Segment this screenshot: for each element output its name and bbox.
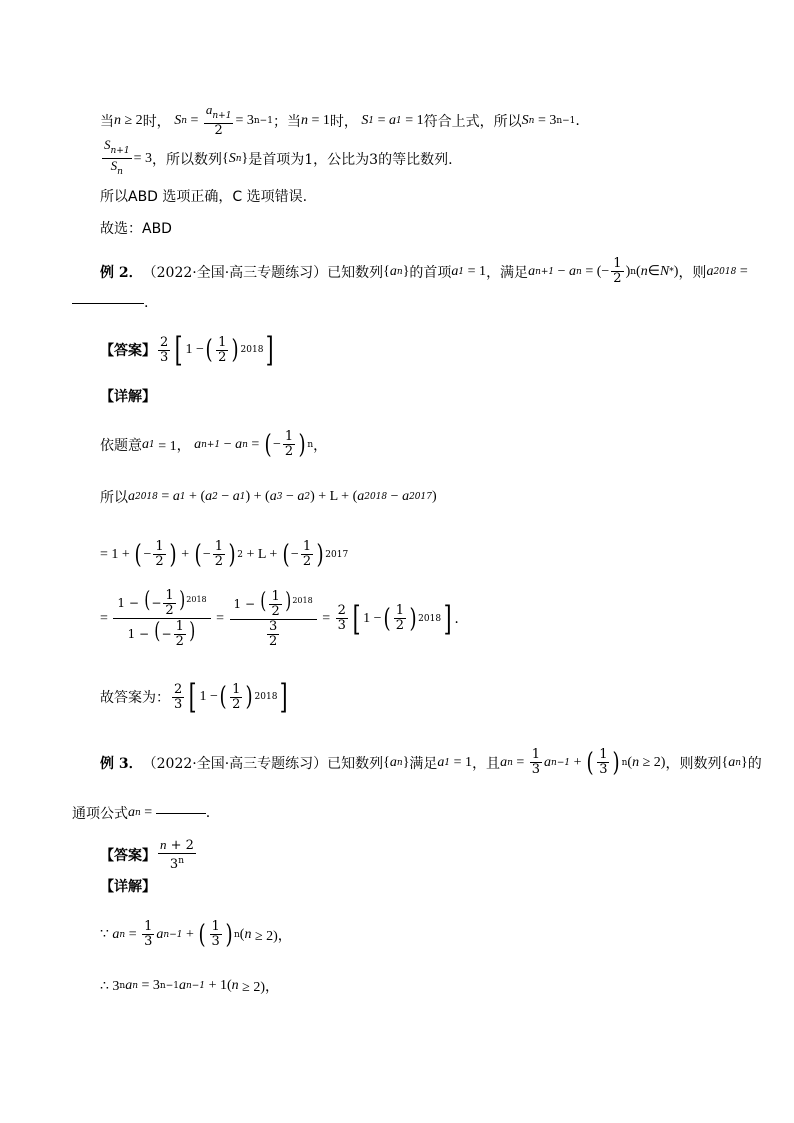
solution-line-1: 当 n ≥ 2 时， S n = $\frac{a_{n+1}}{2}$ = 3 n−1 ；当 n = 1 时， S 1 = a 1 = 1 符合上式，所以 S n = 3 n−1 . bbox=[100, 102, 580, 138]
example-3-detail-2: ∴ 3 n a n = 3 n−1 a n−1 + 1( n ≥ 2)， bbox=[100, 978, 279, 995]
example-2-blank: . bbox=[72, 295, 148, 311]
solution-line-4: 故选：ABD bbox=[100, 221, 172, 237]
example-2-detail-3: = 1 + ( − $\frac{1}{2}$ ) + ( − $\frac{1}{2}$ ) 2 + L + ( − $\frac{1}{2}$ ) 2017 bbox=[100, 539, 349, 570]
example-3-answer: 【答案】 $\frac{n + 2}{3^n}$ bbox=[100, 837, 194, 872]
example-2-statement: 例 2． （2022·全国·高三专题练习） 已知数列 { a n } 的首项 a 1 = 1 ，满足 a n+1 − a n = (− $\frac{1}{2}$ ) n ( n ∈ N * ) ，则 a 2018 = bbox=[100, 256, 748, 286]
example-2-conclusion: 故答案为： $\frac{2}{3}$ [ 1 − ( $\frac{1}{2}$ ) 2018 ] bbox=[100, 677, 289, 717]
example-3-detail-1: ∵ a n = $\frac{1}{3}$ a n−1 + ( $\frac{1}{3}$ ) n ( n ≥ 2)， bbox=[100, 919, 292, 950]
example-2-detail-4: = 1 − (− $\frac{1}{2}$ )$^{2018}$ 1 − (− $\frac{1}{2}$ ) = 1 − ( $\frac{1}{2}$ )$^{2018}$ $\frac{3}{2}$ = $\frac{2}{3}$ [ 1 − ( $\frac{1}{2}$ ) 2018 ] . bbox=[100, 588, 459, 649]
example-3-blank-line: 通项公式 a n = . bbox=[72, 805, 211, 822]
solution-line-2: $\frac{S_{n+1}}{S_n}$ = 3 ，所以数列 { S n } 是首项为1，公比为3的等比数列. bbox=[104, 137, 453, 177]
example-2-detail-1: 依题意 a 1 = 1， a n+1 − a n = ( − $\frac{1}{2}$ ) n ， bbox=[100, 429, 328, 460]
example-2-detail-label: 【详解】 bbox=[100, 389, 156, 405]
example-2-detail-2: 所以 a 2018 = a 1 + ( a 2 − a 1 ) + ( a 3 − a 2 ) + L + ( a 2018 − a 2017 ) bbox=[100, 489, 437, 506]
solution-line-3: 所以ABD 选项正确，C 选项错误. bbox=[100, 189, 308, 205]
example-3-statement: 例 3． （2022·全国·高三专题练习） 已知数列 { a n } 满足 a 1 = 1 ，且 a n = $\frac{1}{3}$ a n−1 + ( $\frac{1}{3}$ ) n ( n ≥ 2) ，则数列 { a n } 的 bbox=[100, 747, 762, 778]
example-3-detail-label: 【详解】 bbox=[100, 879, 156, 895]
example-2-answer: 【答案】 $\frac{2}{3}$ [ 1 − ( $\frac{1}{2}$ ) 2018 ] bbox=[100, 330, 275, 370]
